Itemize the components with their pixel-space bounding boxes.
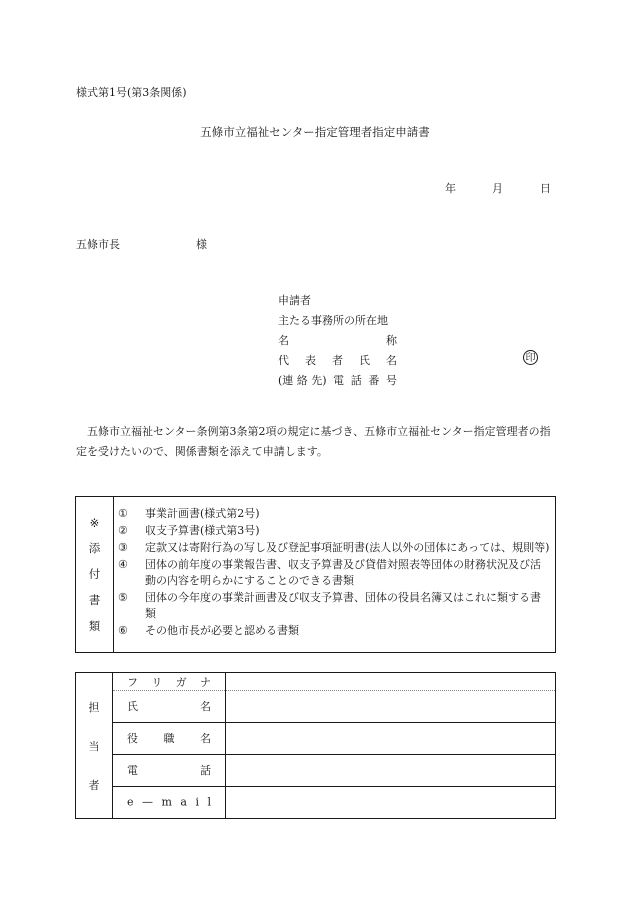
attachments-list bbox=[118, 506, 551, 640]
furigana-label: フ リ ガ ナ bbox=[113, 673, 226, 690]
form-number: 様式第1号(第3条関係) bbox=[76, 86, 187, 99]
contact-phone-label: (連 絡 先) 電 話 番 号 bbox=[278, 374, 397, 387]
list-item: ④ 団体の前年度の事業報告書、収支予算書及び貸借対照表等団体の財務状況及び活動の内容を明らかにすることのできる書類 bbox=[118, 558, 541, 587]
table-row bbox=[113, 754, 555, 787]
list-item: ② 収支予算書(様式第3号) bbox=[118, 524, 260, 537]
position-label: 役 職 名 bbox=[113, 722, 226, 754]
phone-field[interactable] bbox=[226, 754, 555, 786]
table-row bbox=[113, 786, 555, 818]
email-field[interactable] bbox=[226, 786, 555, 818]
date-day-label: 日 bbox=[540, 182, 551, 195]
addressee-name: 五條市長 bbox=[76, 238, 120, 251]
contact-prefix: (連 絡 先) bbox=[278, 374, 327, 387]
list-item: ⑥ その他市長が必要と認める書類 bbox=[118, 624, 299, 637]
name-field[interactable] bbox=[226, 690, 555, 722]
phone-label: 電 話 bbox=[113, 754, 226, 786]
date-year-label: 年 bbox=[445, 182, 456, 195]
furigana-field[interactable] bbox=[226, 673, 555, 690]
list-item: ① 事業計画書(様式第2号) bbox=[118, 507, 260, 520]
list-item: ⑤ 団体の今年度の事業計画書及び収支予算書、団体の役員名簿又はこれに類する書類 bbox=[118, 591, 541, 620]
applicant-heading: 申請者 bbox=[278, 294, 311, 307]
seal-mark: 印 bbox=[523, 350, 538, 365]
attachments-side-label: ※ 添 付 書 類 bbox=[76, 497, 114, 652]
position-field[interactable] bbox=[226, 722, 555, 754]
contact-side-label: 担 当 者 bbox=[76, 673, 113, 818]
table-row bbox=[113, 673, 555, 691]
applicant-name-label: 名 称 bbox=[278, 334, 397, 347]
table-row bbox=[113, 722, 555, 755]
page-title: 五條市立福祉センター指定管理者指定申請書 bbox=[200, 125, 430, 139]
addressee-honorific: 様 bbox=[196, 238, 207, 251]
date-month-label: 月 bbox=[492, 182, 503, 195]
contact-person-table bbox=[75, 672, 556, 819]
list-item: ③ 定款又は寄附行為の写し及び登記事項証明書(法人以外の団体にあっては、規則等) bbox=[118, 541, 550, 554]
name-label: 氏 名 bbox=[113, 690, 226, 722]
office-address-label: 主たる事務所の所在地 bbox=[278, 314, 388, 327]
table-row bbox=[113, 690, 555, 723]
email-label: e — m a i l bbox=[113, 786, 226, 818]
representative-name-label: 代 表 者 氏 名 bbox=[278, 354, 397, 367]
application-statement: 五條市立福祉センター条例第3条第2項の規定に基づき、五條市立福祉センター指定管理者の指定を受けたいので、関係書類を添えて申請します。 bbox=[76, 425, 551, 458]
attachments-box bbox=[75, 496, 556, 653]
